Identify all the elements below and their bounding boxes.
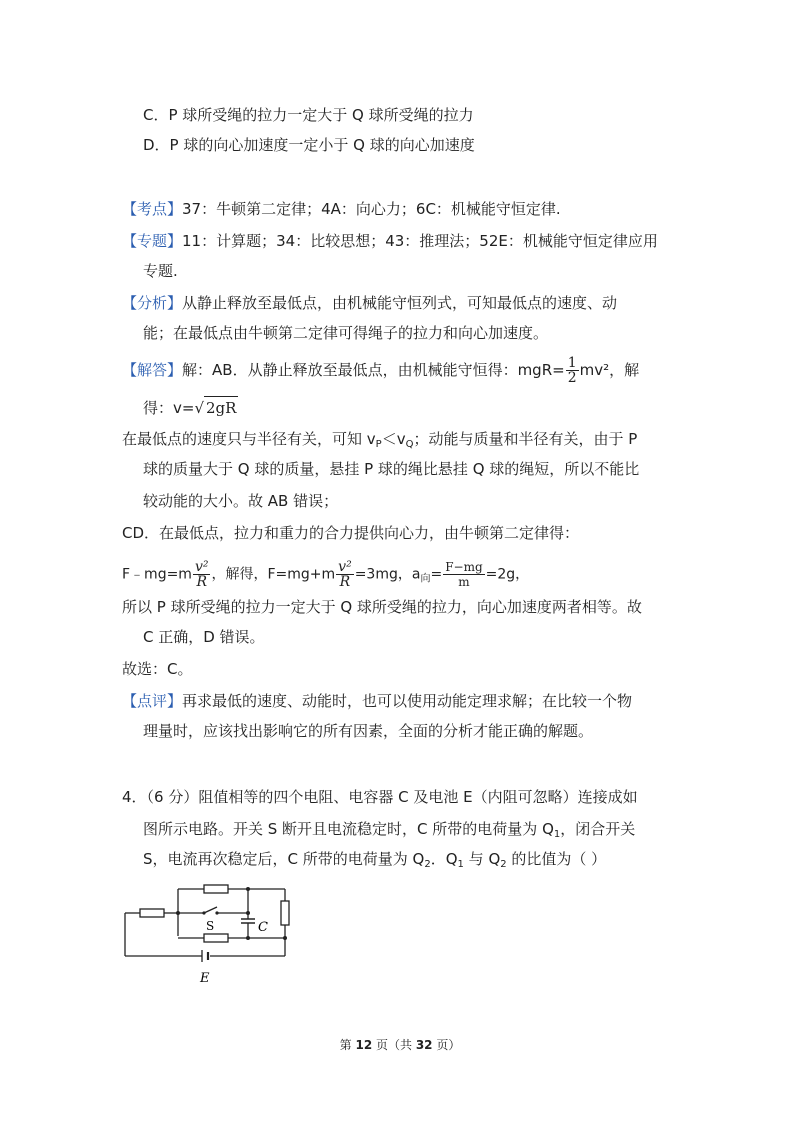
jieda-text: 在最低点的速度只与半径有关，可知 v: [122, 430, 376, 448]
frac-num: v²: [338, 559, 352, 575]
subscript: 2: [424, 859, 431, 870]
resistor: [281, 901, 289, 925]
subscript: 1: [457, 859, 464, 870]
jieda-text: ；动能与质量和半径有关，由于 P: [413, 430, 638, 448]
frac-den: m: [458, 575, 470, 589]
jieda-line2: [143, 396, 238, 419]
dianping-section: [122, 690, 632, 712]
jieda-text: 得：v=: [143, 399, 195, 417]
q4-line3: [143, 848, 606, 876]
junction-dot: [246, 911, 250, 915]
jieda-text: mv²，解: [579, 361, 640, 379]
q4-text: S，电流再次稳定后，C 所带的电荷量为 Q: [143, 850, 425, 868]
kaodian-section: [122, 198, 561, 220]
circuit-diagram: [120, 880, 300, 990]
dianping-line1: 再求最低的速度、动能时，也可以使用动能定理求解；在比较一个物: [182, 692, 633, 710]
q4-text: 图所示电路。开关 S 断开且电流稳定时，C 所带的电荷量为 Q: [143, 820, 554, 838]
frac-num: 1: [567, 355, 577, 371]
q4-line2: [143, 818, 635, 846]
junction-dot: [246, 936, 250, 940]
eq-text: =: [430, 566, 443, 583]
frac-num: v²: [194, 559, 209, 575]
kaodian-tag: 【考点】: [122, 200, 183, 218]
label-c: C: [258, 920, 268, 935]
fraction-half: [566, 356, 579, 385]
label-s: S: [206, 919, 215, 933]
subscript: 1: [553, 829, 561, 840]
subscript: 向: [420, 573, 431, 585]
subscript: P: [375, 439, 382, 450]
q4-text: ，闭合开关: [560, 820, 636, 838]
subscript: 2: [500, 859, 507, 870]
eq-text: F﹣mg=m: [122, 566, 192, 583]
frac-den: R: [196, 574, 207, 590]
page-footer: [0, 1036, 800, 1053]
fraction-v2-r: [193, 560, 211, 589]
junction-dot: [283, 936, 287, 940]
dianping-line2: 理量时，应该找出影响它的所有因素，全面的分析才能正确的解题。: [143, 722, 594, 740]
eq-text: ，解得，F=mg+m: [211, 566, 336, 583]
jieda-tag: 【解答】: [122, 361, 183, 379]
fenxi-line1: 从静止释放至最低点，由机械能守恒列式，可知最低点的速度、动: [182, 294, 618, 312]
jieda-text: ＜v: [381, 430, 406, 448]
fenxi-section: [122, 292, 617, 314]
label-e: E: [200, 971, 210, 986]
fraction-f-mg-m: [443, 560, 484, 589]
fraction-v2-r: [336, 560, 354, 589]
q4-text: ．Q: [430, 850, 458, 868]
jieda-line3: [122, 428, 637, 456]
zhuanti-line1: 11：计算题；34：比较思想；43：推理法；52E：机械能守恒定律应用: [182, 232, 658, 250]
q4-text: 的比值为（ ）: [506, 850, 607, 868]
option-d: D．P 球的向心加速度一定小于 Q 球的向心加速度: [143, 136, 475, 154]
q4-text: 与 Q: [463, 850, 501, 868]
jieda-equation: [122, 560, 529, 591]
resistor: [204, 934, 228, 942]
zhuanti-tag: 【专题】: [122, 232, 183, 250]
resistor: [204, 885, 228, 893]
switch-contact: [202, 911, 205, 914]
jieda-line9: C 正确，D 错误。: [143, 628, 265, 646]
zhuanti-section: [122, 230, 658, 252]
fenxi-tag: 【分析】: [122, 294, 183, 312]
resistor: [140, 909, 164, 917]
footer-text: 页（共: [372, 1038, 416, 1052]
jieda-text: 解：AB．从静止释放至最低点，由机械能守恒得：mgR=: [182, 361, 565, 379]
footer-text: 第: [339, 1038, 356, 1052]
frac-num: F−mg: [445, 560, 483, 574]
option-c: C．P 球所受绳的拉力一定大于 Q 球所受绳的拉力: [143, 106, 474, 124]
dianping-tag: 【点评】: [122, 692, 183, 710]
jieda-line4: 球的质量大于 Q 球的质量，悬挂 P 球的绳比悬挂 Q 球的绳短，所以不能比: [143, 460, 640, 478]
jieda-line6: CD．在最低点，拉力和重力的合力提供向心力，由牛顿第二定律得：: [122, 524, 580, 542]
zhuanti-line2: 专题.: [143, 262, 178, 280]
q4-line1: 4．（6 分）阻值相等的四个电阻、电容器 C 及电池 E（内阻可忽略）连接成如: [122, 788, 638, 806]
switch-blade: [204, 907, 217, 913]
kaodian-text: 37：牛顿第二定律；4A：向心力；6C：机械能守恒定律.: [182, 200, 561, 218]
eq-text: =2g，: [485, 566, 530, 583]
fenxi-line2: 能；在最低点由牛顿第二定律可得绳子的拉力和向心加速度。: [143, 324, 549, 342]
junction-dot: [176, 911, 180, 915]
sqrt-sign: √: [194, 399, 205, 417]
switch-contact: [215, 911, 218, 914]
sqrt-content: 2gR: [204, 396, 238, 419]
junction-dot: [246, 887, 250, 891]
frac-den: 2: [567, 370, 577, 386]
page-number: 12: [355, 1038, 373, 1052]
eq-text: =3mg，a: [354, 566, 421, 583]
jieda-line1: [122, 356, 639, 385]
subscript: Q: [405, 439, 414, 450]
jieda-line10: 故选：C。: [122, 660, 193, 678]
footer-text: 页）: [432, 1038, 461, 1052]
total-pages: 32: [415, 1038, 433, 1052]
frac-den: R: [339, 574, 351, 590]
jieda-line5: 较动能的大小。故 AB 错误；: [143, 492, 339, 510]
jieda-line8: 所以 P 球所受绳的拉力一定大于 Q 球所受绳的拉力，向心加速度两者相等。故: [122, 598, 642, 616]
